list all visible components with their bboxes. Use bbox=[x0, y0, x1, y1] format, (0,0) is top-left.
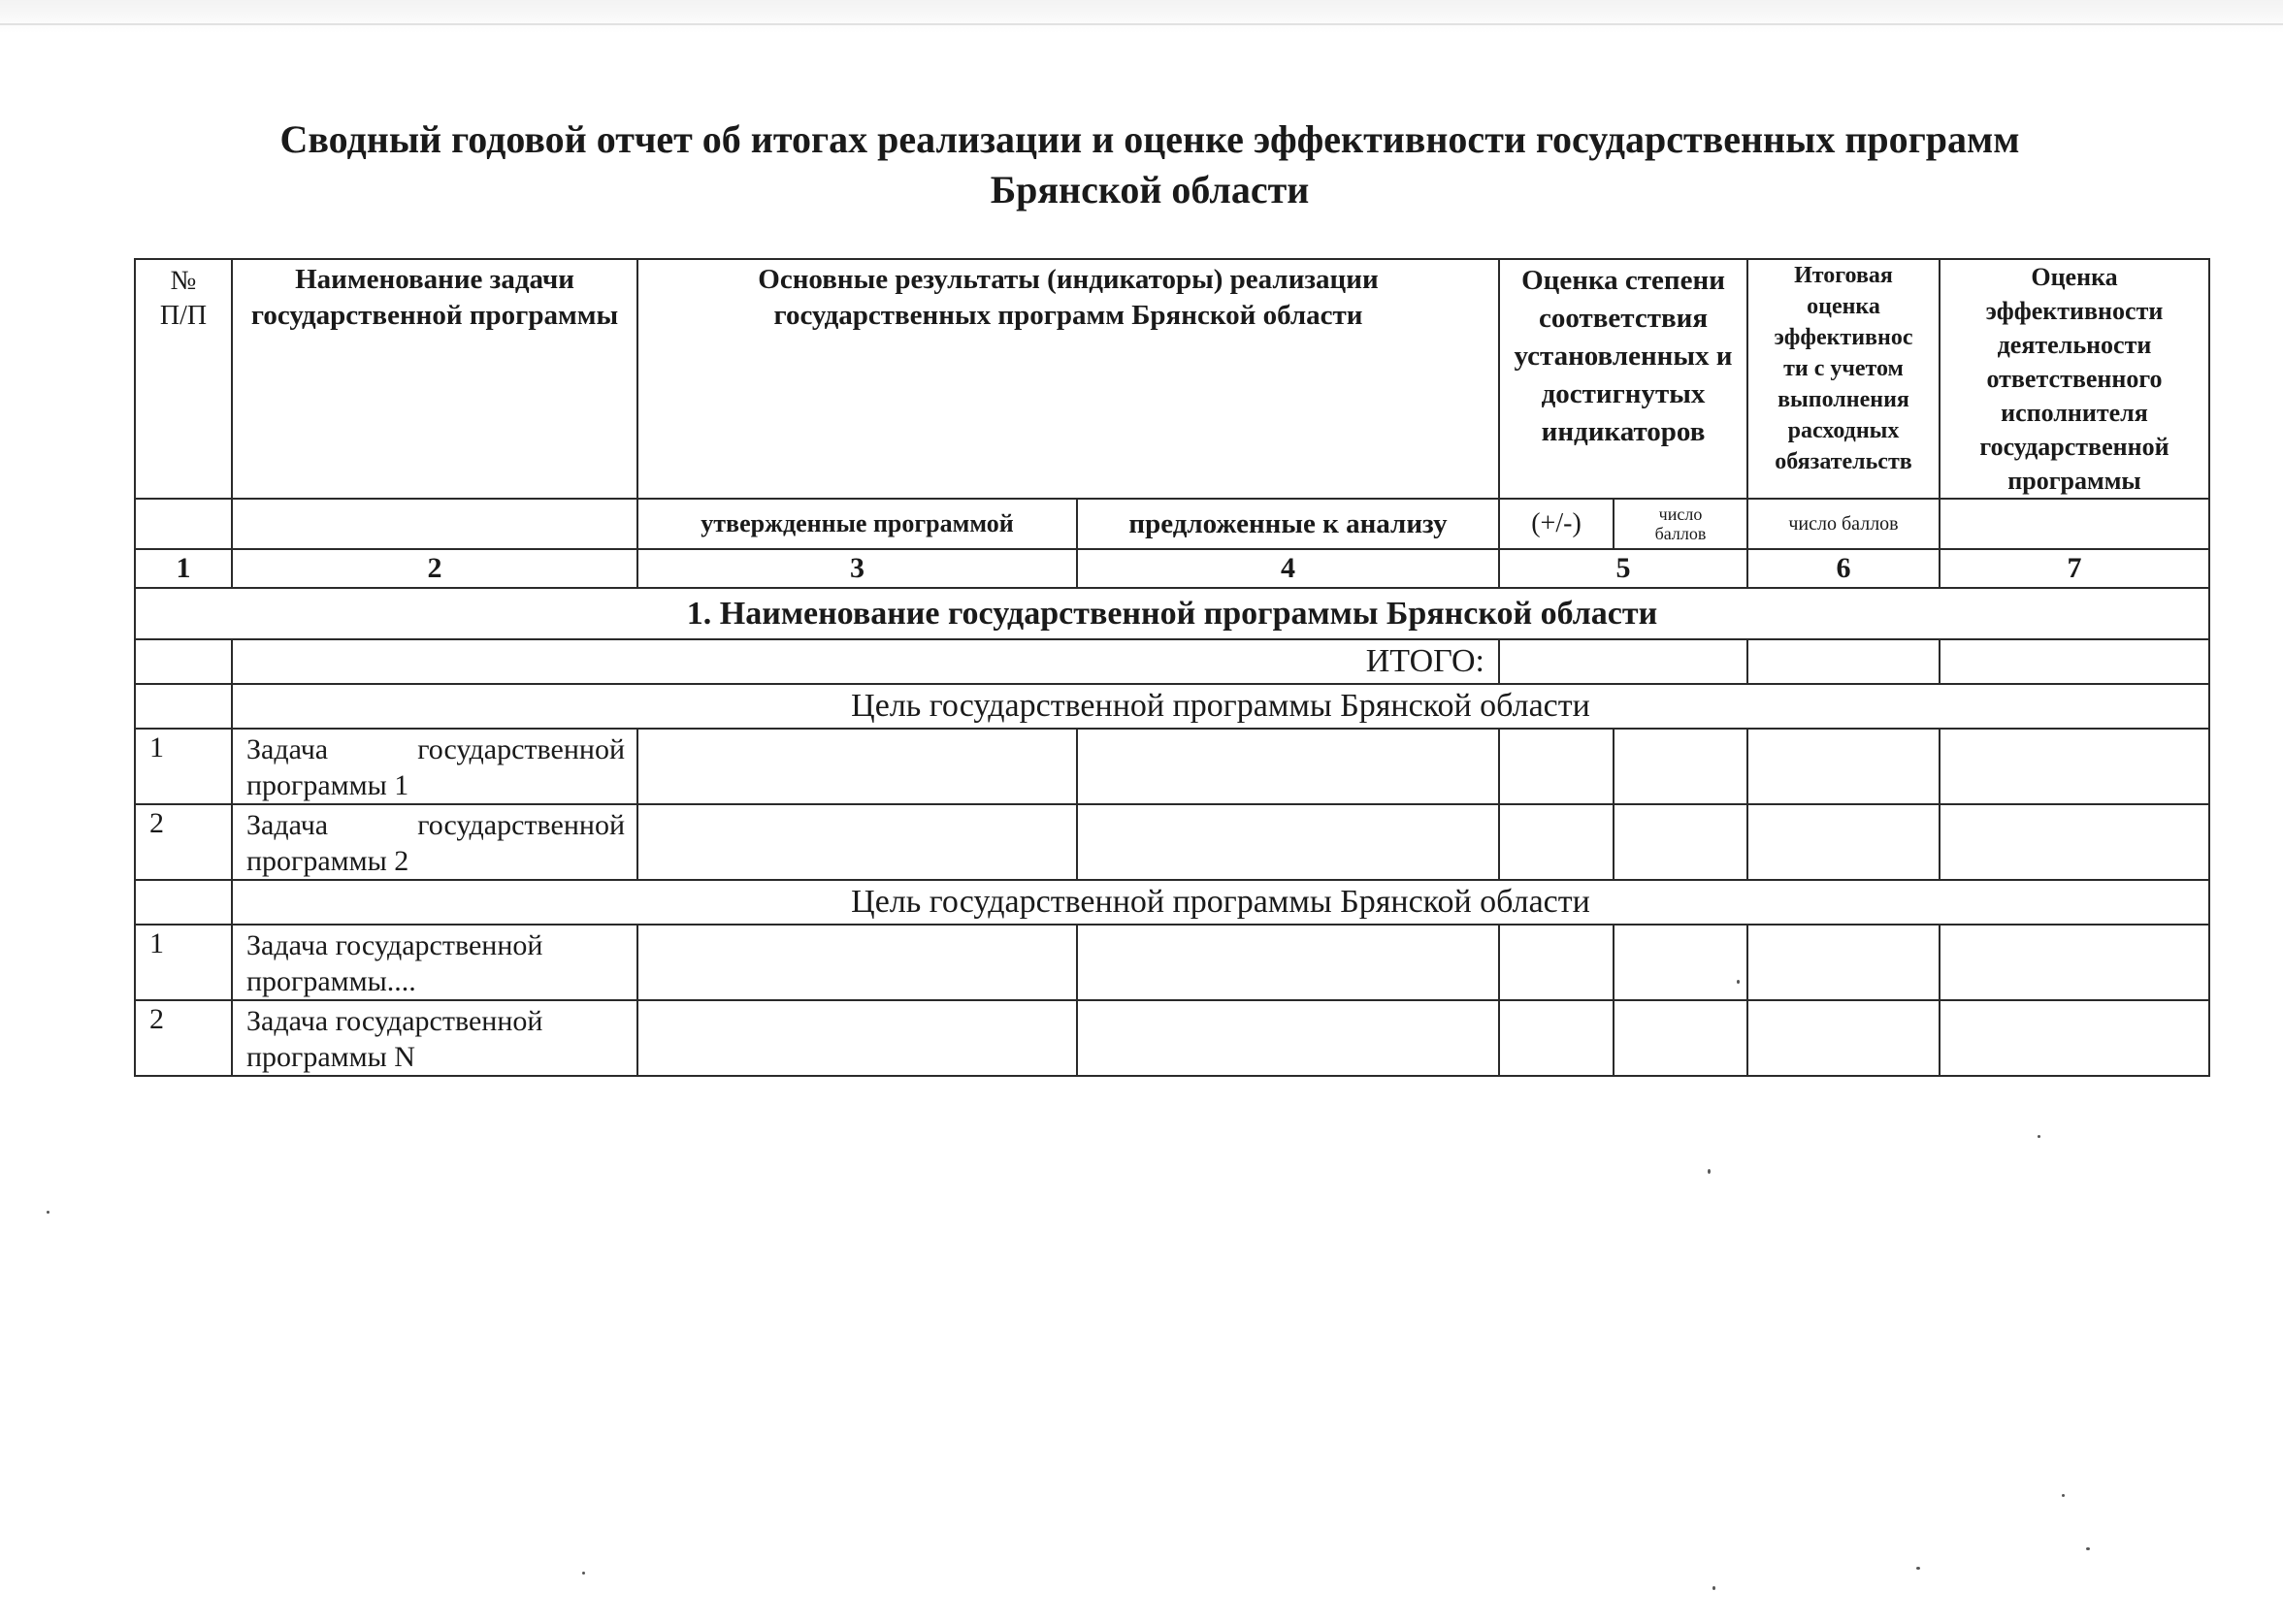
scan-top-edge bbox=[0, 0, 2283, 33]
task-proposed-cell bbox=[1077, 925, 1499, 1000]
task-points-cell bbox=[1614, 729, 1747, 804]
column-number-2: 2 bbox=[232, 549, 637, 588]
subheader-proposed: предложенные к анализу bbox=[1077, 499, 1499, 549]
scan-edge-line bbox=[0, 23, 2283, 25]
task-final-cell bbox=[1747, 804, 1940, 880]
column-number-4: 4 bbox=[1077, 549, 1499, 588]
goal-1-empty-num bbox=[135, 684, 232, 729]
program-title: 1. Наименование государственной программы Брянской области bbox=[135, 588, 2209, 639]
table-row bbox=[135, 804, 2209, 880]
total-empty-num bbox=[135, 639, 232, 684]
task-points-cell bbox=[1614, 804, 1747, 880]
table-row bbox=[135, 925, 2209, 1000]
header-final-assessment: Итоговая оценка эффективнос ти с учетом выполнения расходных обязательств bbox=[1747, 259, 1940, 499]
task-name: Задача государственной программы 2 bbox=[232, 804, 637, 880]
goal-1-label: Цель государственной программы Брянской области bbox=[232, 684, 2209, 729]
header-efficiency-assessment: Оценка эффективности деятельности ответственного исполнителя государственной программы bbox=[1940, 259, 2209, 499]
task-approved-cell bbox=[637, 804, 1077, 880]
task-number: 1 bbox=[135, 925, 232, 1000]
title-line-1: Сводный годовой отчет об итогах реализации и оценке эффективности государственных программ bbox=[279, 117, 2020, 161]
task-plus-minus-cell bbox=[1499, 729, 1614, 804]
goal-2-empty-num bbox=[135, 880, 232, 925]
title-line-2: Брянской области bbox=[990, 168, 1310, 211]
table-row bbox=[135, 1000, 2209, 1076]
table-row bbox=[135, 729, 2209, 804]
task-proposed-cell bbox=[1077, 1000, 1499, 1076]
goal-2-label: Цель государственной программы Брянской области bbox=[232, 880, 2209, 925]
scan-speck bbox=[1916, 1567, 1920, 1570]
column-number-7: 7 bbox=[1940, 549, 2209, 588]
goal-row-2 bbox=[135, 880, 2209, 925]
task-number: 1 bbox=[135, 729, 232, 804]
task-efficiency-cell bbox=[1940, 925, 2209, 1000]
header-row bbox=[135, 259, 2209, 499]
subheader-plus-minus: (+/-) bbox=[1499, 499, 1614, 549]
scan-speck bbox=[1712, 1586, 1715, 1590]
task-final-cell bbox=[1747, 729, 1940, 804]
subheader-empty-2 bbox=[232, 499, 637, 549]
header-task-name: Наименование задачи государственной программы bbox=[232, 259, 637, 499]
column-number-1: 1 bbox=[135, 549, 232, 588]
scan-speck bbox=[2038, 1135, 2040, 1138]
task-name: Задача государственной программы 1 bbox=[232, 729, 637, 804]
subheader-empty-1 bbox=[135, 499, 232, 549]
task-approved-cell bbox=[637, 1000, 1077, 1076]
scan-speck bbox=[2062, 1494, 2065, 1497]
subheader-points: число баллов bbox=[1614, 499, 1747, 549]
scan-speck bbox=[1708, 1169, 1711, 1174]
task-approved-cell bbox=[637, 925, 1077, 1000]
task-number: 2 bbox=[135, 804, 232, 880]
header-compliance-assessment: Оценка степени соответствия установленных и достигнутых индикаторов bbox=[1499, 259, 1747, 499]
program-title-row bbox=[135, 588, 2209, 639]
task-plus-minus-cell bbox=[1499, 1000, 1614, 1076]
scan-speck bbox=[1737, 980, 1740, 984]
task-final-cell bbox=[1747, 1000, 1940, 1076]
task-proposed-cell bbox=[1077, 729, 1499, 804]
subheader-row bbox=[135, 499, 2209, 549]
goal-row-1 bbox=[135, 684, 2209, 729]
subheader-empty-7 bbox=[1940, 499, 2209, 549]
total-cell-7 bbox=[1940, 639, 2209, 684]
subheader-approved: утвержденные программой bbox=[637, 499, 1077, 549]
total-cell-6 bbox=[1747, 639, 1940, 684]
task-approved-cell bbox=[637, 729, 1077, 804]
task-proposed-cell bbox=[1077, 804, 1499, 880]
header-main-results: Основные результаты (индикаторы) реализации государственных программ Брянской области bbox=[637, 259, 1499, 499]
task-efficiency-cell bbox=[1940, 729, 2209, 804]
scan-speck bbox=[47, 1211, 49, 1214]
task-points-cell bbox=[1614, 925, 1747, 1000]
column-number-3: 3 bbox=[637, 549, 1077, 588]
column-number-5: 5 bbox=[1499, 549, 1747, 588]
header-number: № П/П bbox=[135, 259, 232, 499]
total-label: ИТОГО: bbox=[232, 639, 1499, 684]
task-plus-minus-cell bbox=[1499, 925, 1614, 1000]
subheader-points-6: число баллов bbox=[1747, 499, 1940, 549]
task-final-cell bbox=[1747, 925, 1940, 1000]
total-row bbox=[135, 639, 2209, 684]
column-number-6: 6 bbox=[1747, 549, 1940, 588]
total-cell-5 bbox=[1499, 639, 1747, 684]
task-points-cell bbox=[1614, 1000, 1747, 1076]
scan-speck bbox=[2086, 1547, 2090, 1550]
scan-speck bbox=[582, 1572, 585, 1575]
task-efficiency-cell bbox=[1940, 1000, 2209, 1076]
task-number: 2 bbox=[135, 1000, 232, 1076]
column-numbers-row bbox=[135, 549, 2209, 588]
task-name: Задача государственной программы.... bbox=[232, 925, 637, 1000]
report-table bbox=[134, 258, 2210, 1077]
document-title bbox=[136, 114, 2164, 215]
task-name: Задача государственной программы N bbox=[232, 1000, 637, 1076]
task-plus-minus-cell bbox=[1499, 804, 1614, 880]
task-efficiency-cell bbox=[1940, 804, 2209, 880]
